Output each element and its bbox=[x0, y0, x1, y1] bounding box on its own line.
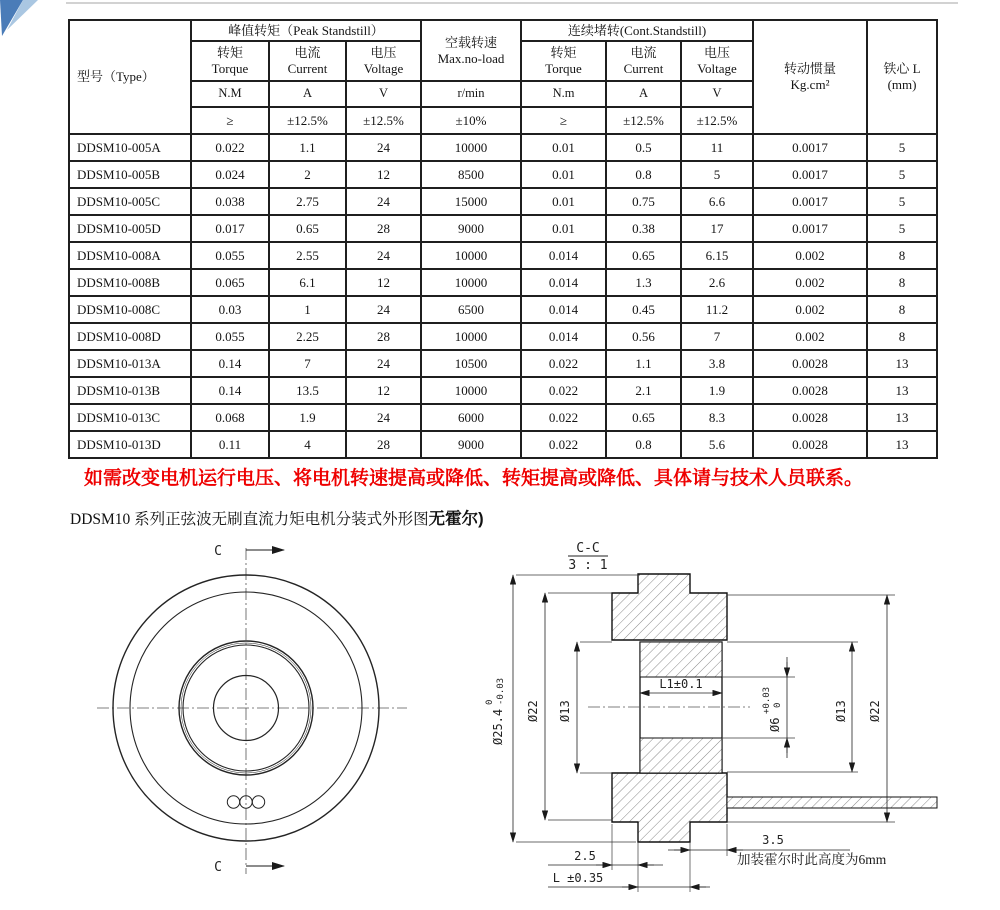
header-sub-en: Voltage bbox=[697, 61, 737, 76]
table-row bbox=[69, 323, 937, 350]
svg-text:Ø22: Ø22 bbox=[868, 700, 882, 722]
table-row bbox=[69, 296, 937, 323]
cell-value: 8 bbox=[867, 323, 937, 350]
table-row bbox=[69, 242, 937, 269]
cell-value: 0.8 bbox=[606, 431, 681, 458]
cell-value: 6.6 bbox=[681, 188, 753, 215]
tolerance-cell: ≥ bbox=[191, 107, 269, 134]
table-row bbox=[69, 431, 937, 458]
cell-value: 13 bbox=[867, 377, 937, 404]
cell-value: 0.002 bbox=[753, 296, 867, 323]
cell-value: 1.1 bbox=[269, 134, 346, 161]
cell-value: 5 bbox=[867, 215, 937, 242]
header-noload-cn: 空载转速 bbox=[444, 34, 497, 50]
hall-height-note: 加装霍尔时此高度为6mm bbox=[737, 852, 887, 867]
cell-type: DDSM10-005B bbox=[69, 161, 191, 188]
cell-value: 11.2 bbox=[681, 296, 753, 323]
core-upper-section bbox=[640, 642, 722, 677]
upper-flange-section bbox=[612, 574, 727, 640]
header-sub-cn: 电流 bbox=[630, 45, 657, 61]
svg-text:0: 0 bbox=[485, 699, 495, 705]
cell-value: 0.01 bbox=[521, 161, 606, 188]
unit-cell: r/min bbox=[421, 81, 521, 107]
header-sub-en: Torque bbox=[211, 61, 249, 76]
cell-value: 9000 bbox=[421, 431, 521, 458]
cell-value: 2 bbox=[269, 161, 346, 188]
cell-value: 24 bbox=[346, 350, 421, 377]
dim-label-dia13-right bbox=[834, 700, 848, 722]
header-cont-group: 连续堵转(Cont.Standstill) bbox=[521, 20, 753, 41]
cell-value: 0.0028 bbox=[753, 350, 867, 377]
lead-plate-section bbox=[727, 797, 937, 808]
header-inertia-unit: Kg.cm² bbox=[790, 77, 830, 92]
cell-value: 0.0017 bbox=[753, 215, 867, 242]
cell-value: 0.5 bbox=[606, 134, 681, 161]
cell-value: 9000 bbox=[421, 215, 521, 242]
cell-value: 5 bbox=[867, 134, 937, 161]
unit-cell: V bbox=[346, 81, 421, 107]
tolerance-cell: ±12.5% bbox=[269, 107, 346, 134]
svg-text:-0.03: -0.03 bbox=[496, 677, 506, 705]
lead-hole-1 bbox=[227, 796, 239, 808]
section-mark-bottom: C bbox=[214, 860, 222, 875]
header-sub-en: Current bbox=[287, 61, 328, 76]
cell-value: 12 bbox=[346, 269, 421, 296]
cell-value: 0.0017 bbox=[753, 161, 867, 188]
cell-value: 28 bbox=[346, 431, 421, 458]
cell-value: 4 bbox=[269, 431, 346, 458]
cell-value: 2.1 bbox=[606, 377, 681, 404]
cell-value: 10000 bbox=[421, 242, 521, 269]
cell-value: 0.065 bbox=[191, 269, 269, 296]
cell-value: 0.017 bbox=[191, 215, 269, 242]
cell-value: 1 bbox=[269, 296, 346, 323]
cell-value: 24 bbox=[346, 134, 421, 161]
cell-value: 0.01 bbox=[521, 215, 606, 242]
cell-type: DDSM10-008D bbox=[69, 323, 191, 350]
cell-type: DDSM10-013B bbox=[69, 377, 191, 404]
cell-value: 2.75 bbox=[269, 188, 346, 215]
section-view bbox=[485, 541, 937, 892]
dim-label-l1: L1±0.1 bbox=[659, 677, 703, 691]
header-sub-current-cont bbox=[606, 41, 681, 81]
dim-label-3-5: 3.5 bbox=[762, 833, 784, 847]
header-sub-en: Torque bbox=[545, 61, 582, 76]
section-title: C-C bbox=[576, 541, 600, 556]
dim-label-dia254 bbox=[485, 678, 506, 745]
tolerance-cell: ±12.5% bbox=[681, 107, 753, 134]
cell-value: 24 bbox=[346, 242, 421, 269]
cell-type: DDSM10-005C bbox=[69, 188, 191, 215]
header-noload-en: Max.no-load bbox=[437, 50, 505, 66]
cell-value: 0.0028 bbox=[753, 404, 867, 431]
header-core-unit: (mm) bbox=[887, 77, 917, 92]
cell-value: 28 bbox=[346, 323, 421, 350]
cell-value: 2.25 bbox=[269, 323, 346, 350]
lower-flange-section bbox=[612, 773, 727, 842]
dim-label-dia13-left bbox=[558, 700, 572, 722]
cell-value: 0.068 bbox=[191, 404, 269, 431]
cell-value: 5.6 bbox=[681, 431, 753, 458]
spec-table bbox=[68, 19, 938, 459]
cell-value: 0.022 bbox=[521, 377, 606, 404]
cell-value: 1.1 bbox=[606, 350, 681, 377]
cell-value: 24 bbox=[346, 404, 421, 431]
header-sub-voltage-cont bbox=[681, 41, 753, 81]
cell-value: 5 bbox=[867, 188, 937, 215]
lead-hole-3 bbox=[252, 796, 264, 808]
cell-value: 0.0028 bbox=[753, 377, 867, 404]
cell-value: 11 bbox=[681, 134, 753, 161]
cell-value: 0.65 bbox=[606, 404, 681, 431]
cell-value: 7 bbox=[269, 350, 346, 377]
cell-value: 0.002 bbox=[753, 269, 867, 296]
cell-type: DDSM10-008A bbox=[69, 242, 191, 269]
cell-value: 0.0028 bbox=[753, 431, 867, 458]
cell-value: 6500 bbox=[421, 296, 521, 323]
header-sub-cn: 电流 bbox=[294, 45, 321, 61]
header-sub-en: Current bbox=[623, 61, 664, 76]
cell-value: 10000 bbox=[421, 134, 521, 161]
header-row-group bbox=[69, 20, 937, 41]
dim-label-dia6 bbox=[762, 687, 783, 732]
cell-value: 24 bbox=[346, 296, 421, 323]
cell-value: 1.9 bbox=[681, 377, 753, 404]
svg-text:Ø22: Ø22 bbox=[526, 700, 540, 722]
dim-label-dia22-left bbox=[526, 700, 540, 722]
core-lower-section bbox=[640, 738, 722, 773]
header-sub-torque-peak bbox=[191, 41, 269, 81]
cell-value: 13 bbox=[867, 431, 937, 458]
cell-type: DDSM10-013A bbox=[69, 350, 191, 377]
section-scale: 3 : 1 bbox=[568, 558, 608, 573]
table-row bbox=[69, 188, 937, 215]
svg-text:Ø13: Ø13 bbox=[834, 700, 848, 722]
cell-value: 28 bbox=[346, 215, 421, 242]
cell-value: 0.055 bbox=[191, 242, 269, 269]
table-row bbox=[69, 134, 937, 161]
header-sub-cn: 电压 bbox=[370, 45, 397, 61]
cell-value: 0.8 bbox=[606, 161, 681, 188]
unit-cell: N.M bbox=[191, 81, 269, 107]
header-core bbox=[867, 20, 937, 134]
voltage-change-note: 如需改变电机运行电压、将电机转速提高或降低、转矩提高或降低、具体请与技术人员联系。 bbox=[84, 468, 864, 489]
cell-type: DDSM10-005D bbox=[69, 215, 191, 242]
corner-decoration-icon bbox=[0, 0, 60, 48]
cell-value: 8.3 bbox=[681, 404, 753, 431]
unit-cell: V bbox=[681, 81, 753, 107]
cell-type: DDSM10-005A bbox=[69, 134, 191, 161]
cell-value: 0.65 bbox=[606, 242, 681, 269]
dim-label-dia22-right bbox=[868, 700, 882, 722]
cell-type: DDSM10-008B bbox=[69, 269, 191, 296]
cell-value: 0.14 bbox=[191, 377, 269, 404]
svg-text:Ø6: Ø6 bbox=[768, 717, 782, 732]
cell-value: 1.3 bbox=[606, 269, 681, 296]
scan-artifact-line bbox=[66, 2, 958, 4]
cell-value: 15000 bbox=[421, 188, 521, 215]
cell-value: 2.55 bbox=[269, 242, 346, 269]
table-row bbox=[69, 269, 937, 296]
cell-value: 0.014 bbox=[521, 242, 606, 269]
cell-value: 0.45 bbox=[606, 296, 681, 323]
caption-bold-no-hall: 无霍尔) bbox=[428, 510, 484, 528]
cell-value: 0.022 bbox=[191, 134, 269, 161]
cell-value: 0.01 bbox=[521, 134, 606, 161]
cell-value: 5 bbox=[867, 161, 937, 188]
table-row bbox=[69, 161, 937, 188]
header-sub-cn: 转矩 bbox=[550, 45, 577, 61]
cell-value: 17 bbox=[681, 215, 753, 242]
cell-value: 0.11 bbox=[191, 431, 269, 458]
svg-text:+0.03: +0.03 bbox=[762, 686, 772, 714]
dim-label-2-5: 2.5 bbox=[574, 849, 596, 863]
table-row bbox=[69, 377, 937, 404]
section-mark-top: C bbox=[214, 544, 222, 559]
cell-value: 0.0017 bbox=[753, 188, 867, 215]
cell-value: 10500 bbox=[421, 350, 521, 377]
cell-value: 0.75 bbox=[606, 188, 681, 215]
cell-value: 0.055 bbox=[191, 323, 269, 350]
cell-value: 8 bbox=[867, 242, 937, 269]
cell-value: 1.9 bbox=[269, 404, 346, 431]
cell-value: 0.0017 bbox=[753, 134, 867, 161]
cell-value: 13 bbox=[867, 350, 937, 377]
header-peak-group: 峰值转矩（Peak Standstill） bbox=[191, 20, 421, 41]
cell-value: 2.6 bbox=[681, 269, 753, 296]
cell-value: 3.8 bbox=[681, 350, 753, 377]
cell-value: 0.022 bbox=[521, 431, 606, 458]
cell-value: 0.014 bbox=[521, 269, 606, 296]
svg-text:0: 0 bbox=[773, 702, 783, 708]
drawing-caption bbox=[70, 505, 484, 529]
spec-table-body bbox=[69, 134, 937, 458]
header-inertia bbox=[753, 20, 867, 134]
spec-table-header bbox=[69, 20, 937, 134]
cell-value: 0.65 bbox=[269, 215, 346, 242]
tolerance-cell: ≥ bbox=[521, 107, 606, 134]
cell-value: 0.038 bbox=[191, 188, 269, 215]
header-sub-cn: 转矩 bbox=[216, 45, 243, 61]
cell-value: 8 bbox=[867, 269, 937, 296]
cell-value: 8 bbox=[867, 296, 937, 323]
cell-value: 12 bbox=[346, 377, 421, 404]
cell-value: 10000 bbox=[421, 377, 521, 404]
header-type: 型号（Type） bbox=[69, 20, 191, 134]
tolerance-cell: ±12.5% bbox=[346, 107, 421, 134]
cell-value: 0.022 bbox=[521, 404, 606, 431]
cell-value: 6.15 bbox=[681, 242, 753, 269]
dim-label-l: L ±0.35 bbox=[552, 871, 604, 885]
cell-value: 0.56 bbox=[606, 323, 681, 350]
cell-value: 0.014 bbox=[521, 323, 606, 350]
cell-value: 6000 bbox=[421, 404, 521, 431]
cell-value: 0.03 bbox=[191, 296, 269, 323]
cell-value: 8500 bbox=[421, 161, 521, 188]
header-core-cn: 铁心 L bbox=[883, 61, 921, 77]
cell-value: 12 bbox=[346, 161, 421, 188]
cell-value: 0.014 bbox=[521, 296, 606, 323]
tolerance-cell: ±10% bbox=[421, 107, 521, 134]
cell-type: DDSM10-013D bbox=[69, 431, 191, 458]
cell-value: 0.002 bbox=[753, 242, 867, 269]
front-view bbox=[97, 544, 407, 875]
table-row bbox=[69, 215, 937, 242]
tolerance-cell: ±12.5% bbox=[606, 107, 681, 134]
cell-value: 5 bbox=[681, 161, 753, 188]
unit-cell: N.m bbox=[521, 81, 606, 107]
cell-value: 13 bbox=[867, 404, 937, 431]
cell-value: 10000 bbox=[421, 269, 521, 296]
cell-value: 6.1 bbox=[269, 269, 346, 296]
table-row bbox=[69, 350, 937, 377]
cell-value: 0.01 bbox=[521, 188, 606, 215]
caption-text: DDSM10 系列正弦波无刷直流力矩电机分装式外形图 bbox=[70, 511, 429, 528]
header-noload bbox=[421, 20, 521, 81]
cell-value: 13.5 bbox=[269, 377, 346, 404]
outline-drawings bbox=[0, 540, 1000, 910]
cell-value: 0.024 bbox=[191, 161, 269, 188]
cell-value: 24 bbox=[346, 188, 421, 215]
cell-value: 0.38 bbox=[606, 215, 681, 242]
cell-type: DDSM10-008C bbox=[69, 296, 191, 323]
header-inertia-cn: 转动惯量 bbox=[784, 61, 837, 77]
cell-value: 10000 bbox=[421, 323, 521, 350]
cell-value: 0.14 bbox=[191, 350, 269, 377]
svg-text:Ø13: Ø13 bbox=[558, 700, 572, 722]
header-sub-current-peak bbox=[269, 41, 346, 81]
header-sub-voltage-peak bbox=[346, 41, 421, 81]
unit-cell: A bbox=[606, 81, 681, 107]
header-sub-en: Voltage bbox=[363, 61, 404, 76]
cell-value: 0.002 bbox=[753, 323, 867, 350]
cell-value: 7 bbox=[681, 323, 753, 350]
unit-cell: A bbox=[269, 81, 346, 107]
header-sub-torque-cont bbox=[521, 41, 606, 81]
cell-value: 0.022 bbox=[521, 350, 606, 377]
cell-type: DDSM10-013C bbox=[69, 404, 191, 431]
header-sub-cn: 电压 bbox=[704, 45, 731, 61]
svg-text:Ø25.4: Ø25.4 bbox=[491, 708, 505, 745]
table-row bbox=[69, 404, 937, 431]
